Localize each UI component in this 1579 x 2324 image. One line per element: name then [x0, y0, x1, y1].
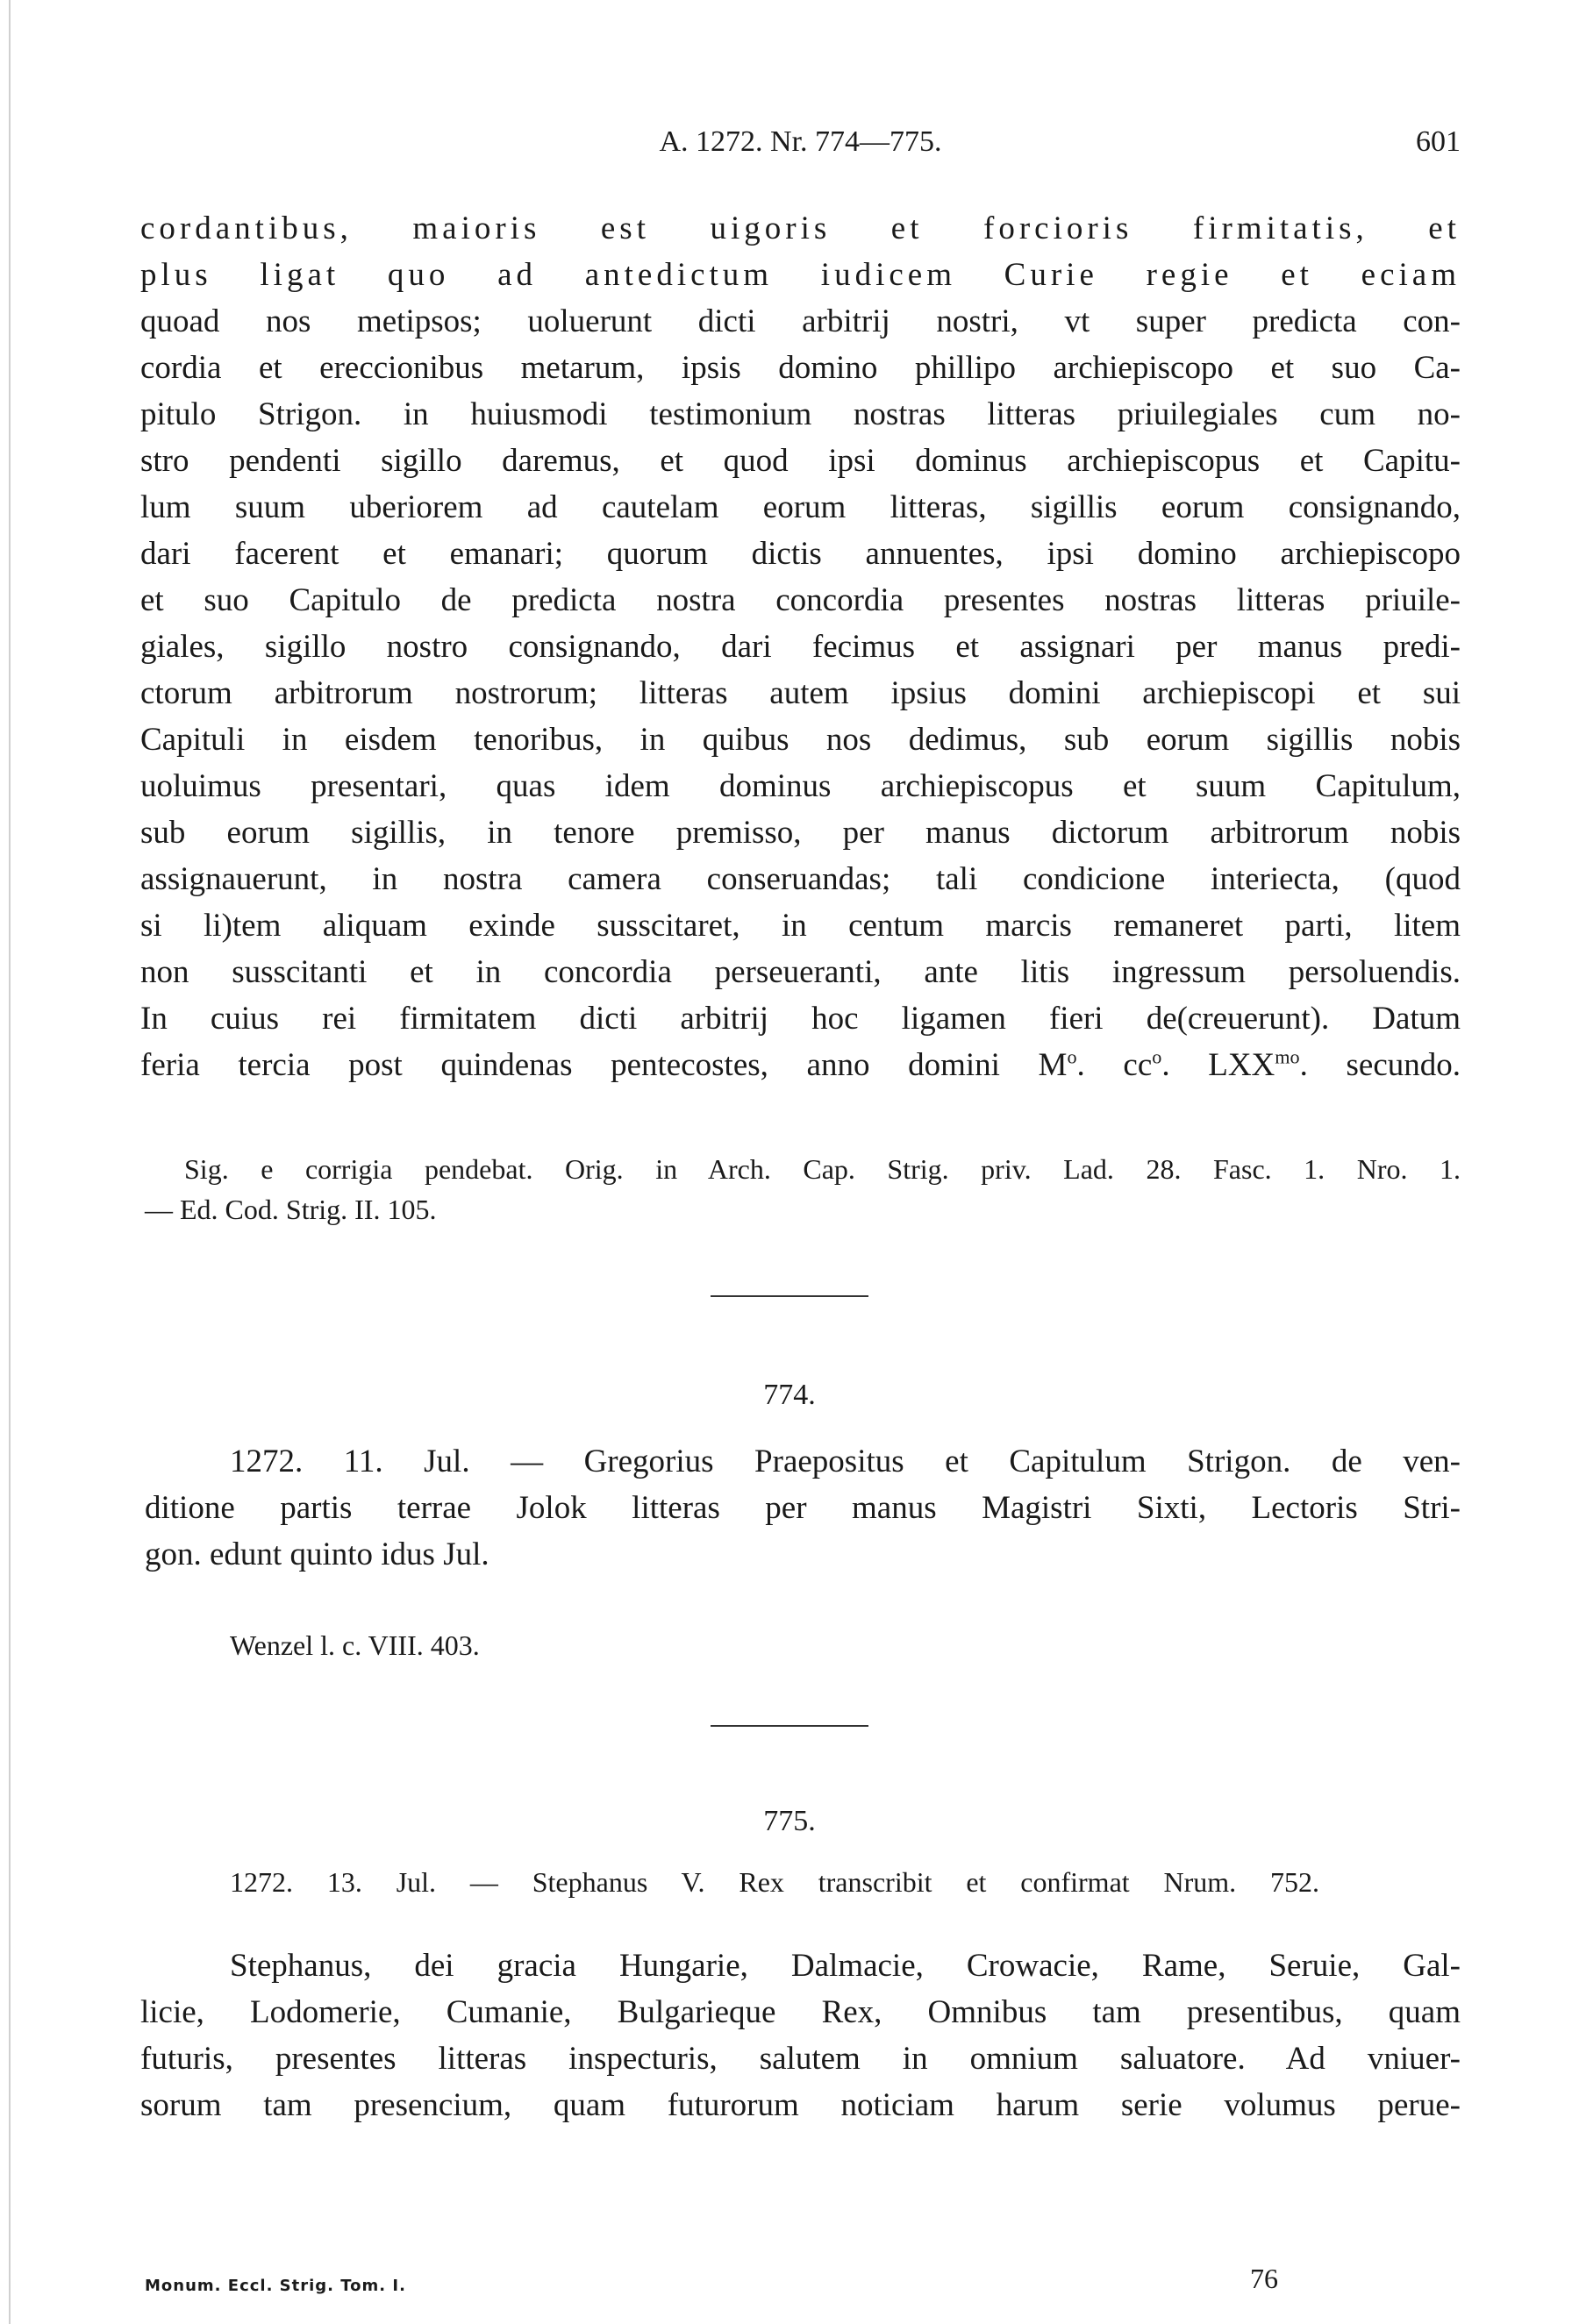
text-line: quoad nos metipsos; uoluerunt dicti arbitrij nostri, vt super predicta con-: [140, 303, 1461, 339]
text-line: Capituli in eisdem tenoribus, in quibus nos dedimus, sub eorum sigillis nobis: [140, 722, 1461, 758]
text-line: pitulo Strigon. in huiusmodi testimonium nostras litteras priuilegiales cum no-: [140, 396, 1461, 432]
signature-mark: Monum. Eccl. Strig. Tom. I.: [145, 2277, 406, 2295]
page-number: 601: [1416, 125, 1461, 158]
regest-line: 1272. 11. Jul. — Gregorius Praepositus et Capitulum Strigon. de ven-: [230, 1444, 1461, 1479]
regest-line: gon. edunt quinto idus Jul.: [145, 1536, 489, 1572]
text-line: et suo Capitulo de predicta nostra concordia presentes nostras litteras priuile-: [140, 582, 1461, 618]
document-774-note: Wenzel l. c. VIII. 403.: [230, 1629, 480, 1661]
superscript: o: [1152, 1045, 1162, 1068]
text-line: licie, Lodomerie, Cumanie, Bulgarieque Rex, Omnibus tam presentibus, quam: [140, 1994, 1461, 2030]
note-line: — Ed. Cod. Strig. II. 105.: [145, 1194, 437, 1225]
text-line: plus ligat quo ad antedictum iudicem Curie regie et eciam: [140, 257, 1461, 293]
text-line: giales, sigillo nostro consignando, dari fecimus et assignari per manus predi-: [140, 629, 1461, 665]
dating-text: feria tercia post quindenas pentecostes, anno domini M: [140, 1047, 1068, 1083]
text-line: lum suum uberiorem ad cautelam eorum litteras, sigillis eorum consignando,: [140, 489, 1461, 525]
document-774-number: 774.: [763, 1379, 816, 1411]
text-line: cordia et ereccionibus metarum, ipsis domino phillipo archiepiscopo et suo Ca-: [140, 350, 1461, 386]
text-line: futuris, presentes litteras inspecturis, salutem in omnium saluatore. Ad vniuer-: [140, 2041, 1461, 2077]
text-line: cordantibus, maioris est uigoris et forcioris firmitatis, et: [140, 210, 1461, 246]
text-line: assignauerunt, in nostra camera conseruandas; tali condicione interiecta, (quod: [140, 861, 1461, 897]
text-line: stro pendenti sigillo daremus, et quod ipsi dominus archiepiscopus et Capitu-: [140, 443, 1461, 479]
text-line: dari facerent et emanari; quorum dictis annuentes, ipsi domino archiepiscopo: [140, 536, 1461, 572]
sheet-number: 76: [1250, 2263, 1278, 2294]
document-774-regest: [145, 1438, 1461, 1578]
text-line: sorum tam presencium, quam futurorum noticiam harum serie volumus perue-: [140, 2087, 1461, 2123]
dating-text: . secundo.: [1299, 1047, 1461, 1083]
text-line: sub eorum sigillis, in tenore premisso, per manus dictorum arbitrorum nobis: [140, 815, 1461, 851]
superscript: o: [1067, 1045, 1077, 1068]
superscript: mo: [1275, 1045, 1300, 1068]
running-title: A. 1272. Nr. 774—775.: [659, 125, 942, 158]
document-775-text: [140, 1943, 1461, 2128]
regest-line: ditione partis terrae Jolok litteras per manus Magistri Sixti, Lectoris Stri-: [145, 1490, 1461, 1526]
dating-line: [140, 1042, 1461, 1088]
section-divider: [711, 1725, 868, 1727]
document-775-number: 775.: [763, 1805, 816, 1837]
running-header: [140, 125, 1461, 169]
document-775-regest: [230, 1862, 1319, 1902]
regest-line: 1272. 13. Jul. — Stephanus V. Rex transcribit et confirmat Nrum. 752.: [230, 1866, 1319, 1898]
dating-text: . LXX: [1161, 1047, 1275, 1083]
text-line: si li)tem aliquam exinde susscitaret, in centum marcis remaneret parti, litem: [140, 908, 1461, 944]
text-line: In cuius rei firmitatem dicti arbitrij hoc ligamen fieri de(creuerunt). Datum: [140, 1001, 1461, 1037]
note-line: Sig. e corrigia pendebat. Orig. in Arch. Cap. Strig. priv. Lad. 28. Fasc. 1. Nro. 1.: [184, 1153, 1461, 1185]
text-line: Stephanus, dei gracia Hungarie, Dalmacie, Crowacie, Rame, Seruie, Gal-: [230, 1948, 1461, 1984]
dating-text: . cc: [1076, 1047, 1153, 1083]
document-773-note: [145, 1149, 1461, 1230]
text-line: uoluimus presentari, quas idem dominus archiepiscopus et suum Capitulum,: [140, 768, 1461, 804]
text-line: non susscitanti et in concordia perseueranti, ante litis ingressum persoluendis.: [140, 954, 1461, 990]
document-773-continuation: [140, 205, 1461, 1088]
scan-edge-line: [9, 0, 11, 2324]
text-line: ctorum arbitrorum nostrorum; litteras autem ipsius domini archiepiscopi et sui: [140, 675, 1461, 711]
section-divider: [711, 1295, 868, 1297]
